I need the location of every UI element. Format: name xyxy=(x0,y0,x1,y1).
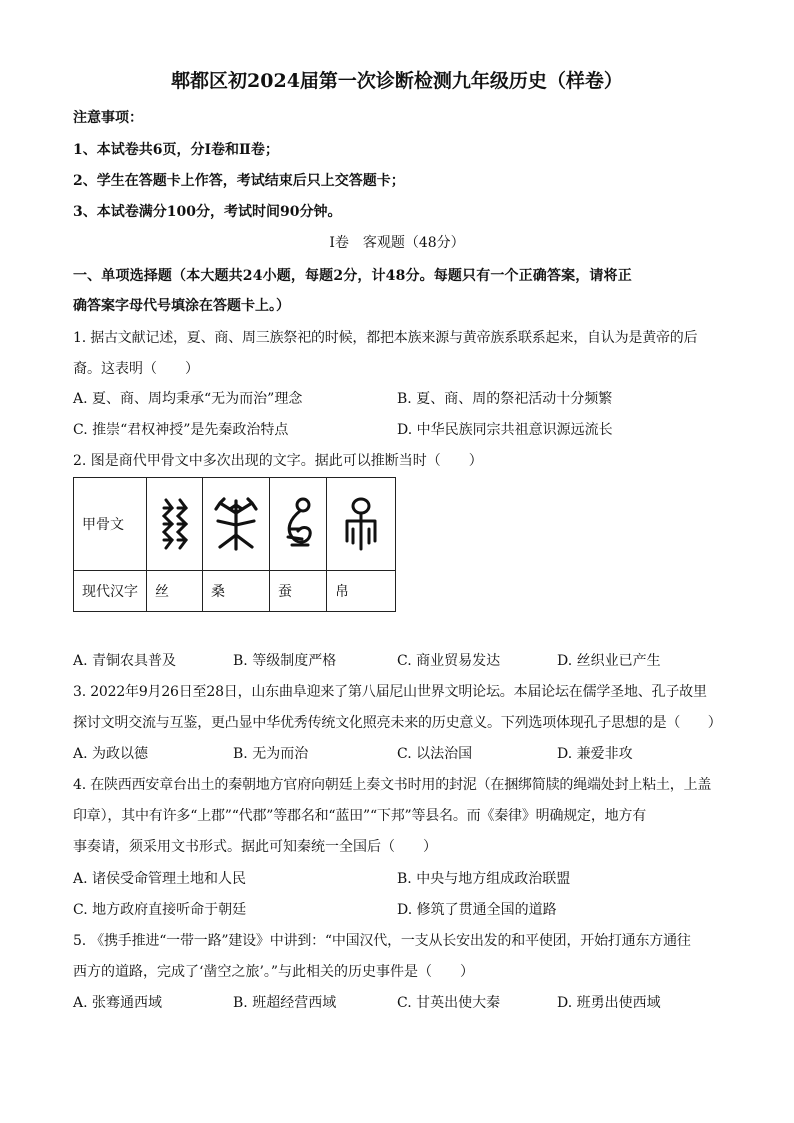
modern-char: 帛 xyxy=(327,571,396,612)
q5-option-a: A. 张骞通西域 xyxy=(73,995,163,1011)
q4-option-d: D. 修筑了贯通全国的道路 xyxy=(397,902,557,918)
q1-option-d: D. 中华民族同宗共祖意识源远流长 xyxy=(397,422,613,438)
oracle-bone-table xyxy=(73,477,396,612)
note-item: 2、学生在答题卡上作答，考试结束后只上交答题卡； xyxy=(73,173,405,189)
q4-option-c: C. 地方政府直接听命于朝廷 xyxy=(73,902,247,918)
q5-option-d: D. 班勇出使西域 xyxy=(557,995,661,1011)
part-intro: 确答案字母代号填涂在答题卡上。） xyxy=(73,298,290,314)
oracle-can-icon xyxy=(278,495,318,553)
part-intro: 一、单项选择题（本大题共24小题，每题2分，计48分。每题只有一个正确答案，请将正 xyxy=(73,268,632,284)
q1-option-c: C. 推崇“君权神授”是先秦政治特点 xyxy=(73,422,289,438)
q2-option-d: D. 丝织业已产生 xyxy=(557,653,661,669)
modern-char: 丝 xyxy=(147,571,203,612)
q3-option-d: D. 兼爱非攻 xyxy=(557,746,633,762)
oracle-si-icon xyxy=(158,494,192,554)
row-header-oracle: 甲骨文 xyxy=(74,478,147,571)
q3-option-a: A. 为政以德 xyxy=(73,746,149,762)
q3-option-b: B. 无为而治 xyxy=(233,746,309,762)
modern-char: 蚕 xyxy=(270,571,327,612)
q4-option-b: B. 中央与地方组成政治联盟 xyxy=(397,871,571,887)
oracle-bo-icon xyxy=(339,495,383,553)
row-header-modern: 现代汉字 xyxy=(74,571,147,612)
q4-stem: 4. 在陕西西安章台出土的秦朝地方官府向朝廷上奏文书时用的封泥（在捆绑简牍的绳端处封上粘土，上盖 xyxy=(73,777,712,793)
q1-stem: 1. 据古文献记述，夏、商、周三族祭祀的时候，都把本族来源与黄帝族系联系起来，自认为是黄帝的后 xyxy=(73,330,698,346)
oracle-sang-icon xyxy=(210,495,262,553)
q3-option-c: C. 以法治国 xyxy=(397,746,473,762)
note-item: 1、本试卷共6页，分Ⅰ卷和Ⅱ卷； xyxy=(73,142,279,158)
q2-option-b: B. 等级制度严格 xyxy=(233,653,337,669)
q1-option-a: A. 夏、商、周均秉承“无为而治”理念 xyxy=(73,391,303,407)
modern-char: 桑 xyxy=(203,571,270,612)
q5-option-c: C. 甘英出使大秦 xyxy=(397,995,501,1011)
note-item: 3、本试卷满分100分，考试时间90分钟。 xyxy=(73,204,342,220)
q3-stem: 3. 2022年9月26日至28日，山东曲阜迎来了第八届尼山世界文明论坛。本届论坛在儒学圣地、孔子故里 xyxy=(73,684,707,700)
q3-stem: 探讨文明交流与互鉴，更凸显中华优秀传统文化照亮未来的历史意义。下列选项体现孔子思想的是（ ） xyxy=(73,715,722,731)
q2-stem: 2. 图是商代甲骨文中多次出现的文字。据此可以推断当时（ ） xyxy=(73,453,483,469)
q5-stem: 西方的道路，完成了‘凿空之旅’。”与此相关的历史事件是（ ） xyxy=(73,964,475,980)
notes-heading: 注意事项： xyxy=(73,110,143,126)
q5-stem: 5. 《携手推进“一带一路”建设》中讲到：“中国汉代，一支从长安出发的和平使团，开始打通东方通往 xyxy=(73,933,691,949)
section-title: Ⅰ卷 客观题（48分） xyxy=(329,235,465,251)
q1-option-b: B. 夏、商、周的祭祀活动十分频繁 xyxy=(397,391,613,407)
exam-title: 郫都区初2024届第一次诊断检测九年级历史（样卷） xyxy=(171,70,623,92)
q2-option-a: A. 青铜农具普及 xyxy=(73,653,177,669)
q2-option-c: C. 商业贸易发达 xyxy=(397,653,501,669)
q4-stem: 印章），其中有许多“上郡”“代郡”等郡名和“蓝田”“下邦”等县名。而《秦律》明确规定，地方有 xyxy=(73,808,647,824)
q4-option-a: A. 诸侯受命管理土地和人民 xyxy=(73,871,247,887)
q4-stem: 事奏请，须采用文书形式。据此可知秦统一全国后（ ） xyxy=(73,839,437,855)
q1-stem: 裔。这表明（ ） xyxy=(73,361,199,377)
q5-option-b: B. 班超经营西域 xyxy=(233,995,337,1011)
